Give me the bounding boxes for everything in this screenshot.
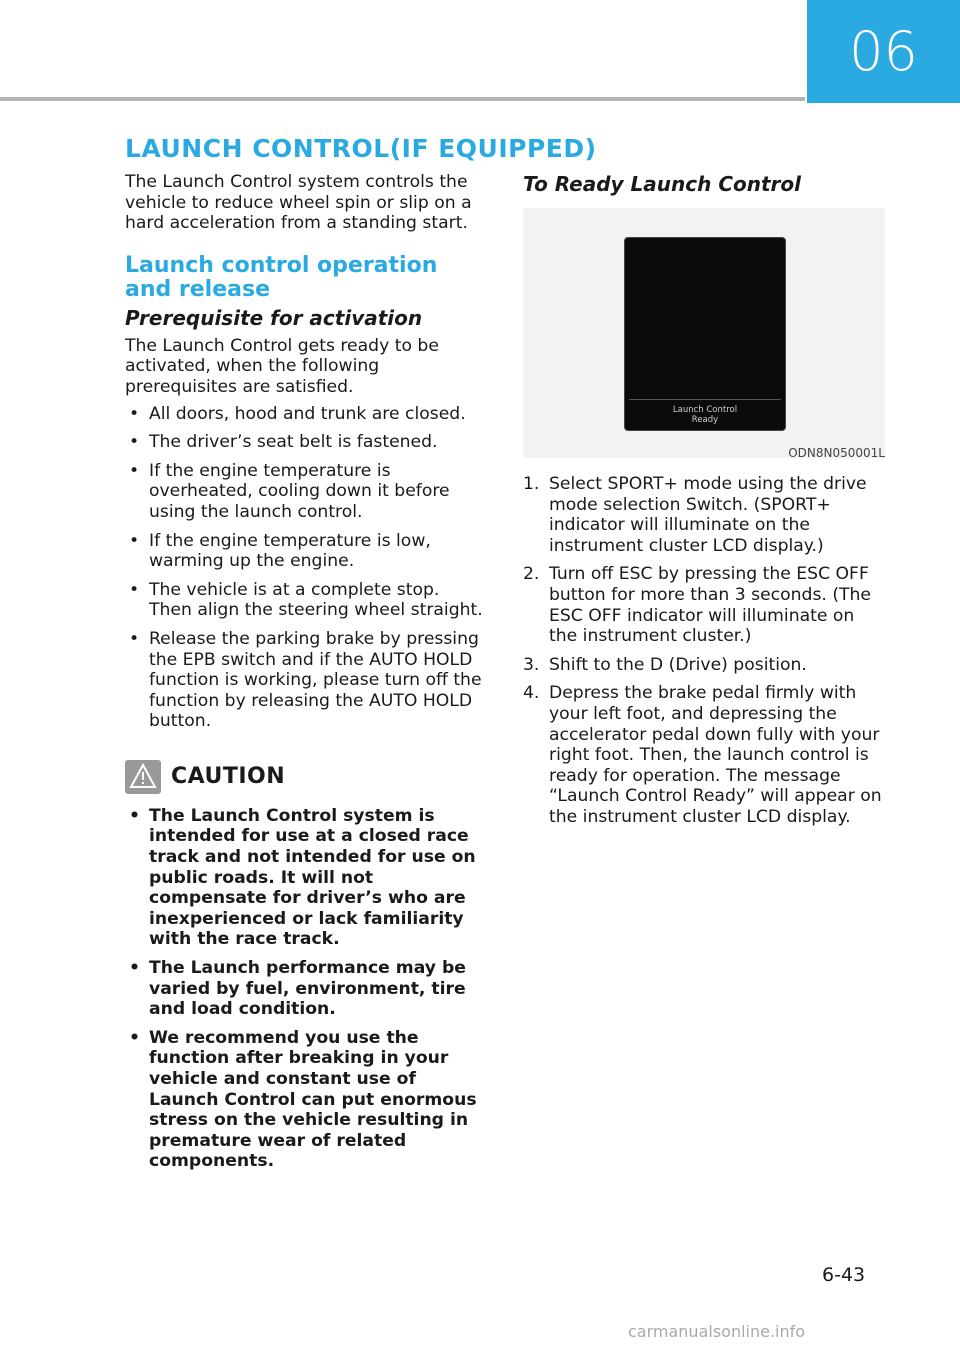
- lcd-message-line2: Ready: [691, 415, 719, 425]
- list-item: • If the engine temperature is overheated, cooling down it before using the launch control.: [125, 461, 485, 523]
- chapter-tab: 06: [807, 0, 960, 103]
- step-text: Select SPORT+ mode using the drive mode selection Switch. (SPORT+ indicator will illuminate on the instrument cluster LCD display.): [549, 474, 867, 556]
- right-column: [523, 172, 885, 836]
- step-number: 3.: [523, 654, 540, 675]
- step-text: Depress the brake pedal firmly with your left foot, and depressing the accelerator pedal down fully with your right foot. Then, the launch control is ready for operation. The message “Launch Control Ready” will appear on the instrument cluster LCD display.: [549, 683, 882, 827]
- intro-paragraph: The Launch Control system controls the vehicle to reduce wheel spin or slip on a hard acceleration from a standing start.: [125, 172, 472, 234]
- lcd-divider: [629, 399, 781, 400]
- prereq-text: The Launch Control gets ready to be activated, when the following prerequisites are satisfied.: [125, 335, 439, 397]
- cluster-figure: [523, 208, 885, 458]
- warning-triangle-icon: [125, 760, 161, 794]
- cluster-lcd-display: [624, 237, 786, 431]
- step-text: Turn off ESC by pressing the ESC OFF button for more than 3 seconds. (The ESC OFF indicator will illuminate on the instrument cluster.): [549, 564, 872, 647]
- left-column: [125, 172, 485, 1180]
- prereq-heading: Prerequisite for activation: [125, 305, 423, 330]
- step-number: 1.: [523, 474, 540, 494]
- caution-item: • The Launch Control system is intended for use at a closed race track and not intended for use on public roads. It will not compensate for driver’s who are inexperienced or lack familiarity with the race track.: [125, 806, 485, 950]
- lcd-message-line1: Launch Control: [672, 405, 738, 415]
- caution-header: [125, 760, 485, 794]
- ready-steps: [523, 474, 885, 828]
- step-item: [523, 655, 885, 676]
- step-item: [523, 564, 885, 646]
- ready-heading: To Ready Launch Control: [523, 172, 801, 196]
- list-item: • The driver’s seat belt is fastened.: [125, 432, 485, 453]
- page-number: 6-43: [822, 1264, 866, 1286]
- step-item: [523, 683, 885, 827]
- list-item: • The vehicle is at a complete stop. Then align the steering wheel straight.: [125, 580, 485, 621]
- figure-code: ODN8N050001L: [788, 446, 885, 460]
- list-item: • All doors, hood and trunk are closed.: [125, 404, 485, 425]
- caution-label: CAUTION: [171, 764, 286, 790]
- list-item: • Release the parking brake by pressing the EPB switch and if the AUTO HOLD function is working, please turn off the function by releasing the AUTO HOLD button.: [125, 629, 485, 732]
- step-number: 4.: [523, 683, 540, 704]
- caution-item: • We recommend you use the function after breaking in your vehicle and constant use of Launch Control can put enormous stress on the vehicle resulting in premature wear of related components.: [125, 1028, 485, 1172]
- prereq-list: [125, 404, 485, 732]
- step-number: 2.: [523, 564, 540, 585]
- list-item: • If the engine temperature is low, warming up the engine.: [125, 531, 485, 572]
- caution-item: • The Launch performance may be varied by fuel, environment, tire and load condition.: [125, 958, 485, 1020]
- header-rule: [0, 97, 805, 101]
- step-item: [523, 474, 885, 556]
- operation-title: Launch control operation and release: [125, 252, 438, 302]
- step-text: Shift to the D (Drive) position.: [549, 654, 807, 675]
- caution-list: [125, 806, 485, 1172]
- watermark: carmanualsonline.info: [628, 1322, 806, 1341]
- section-title: LAUNCH CONTROL(IF EQUIPPED): [125, 134, 597, 163]
